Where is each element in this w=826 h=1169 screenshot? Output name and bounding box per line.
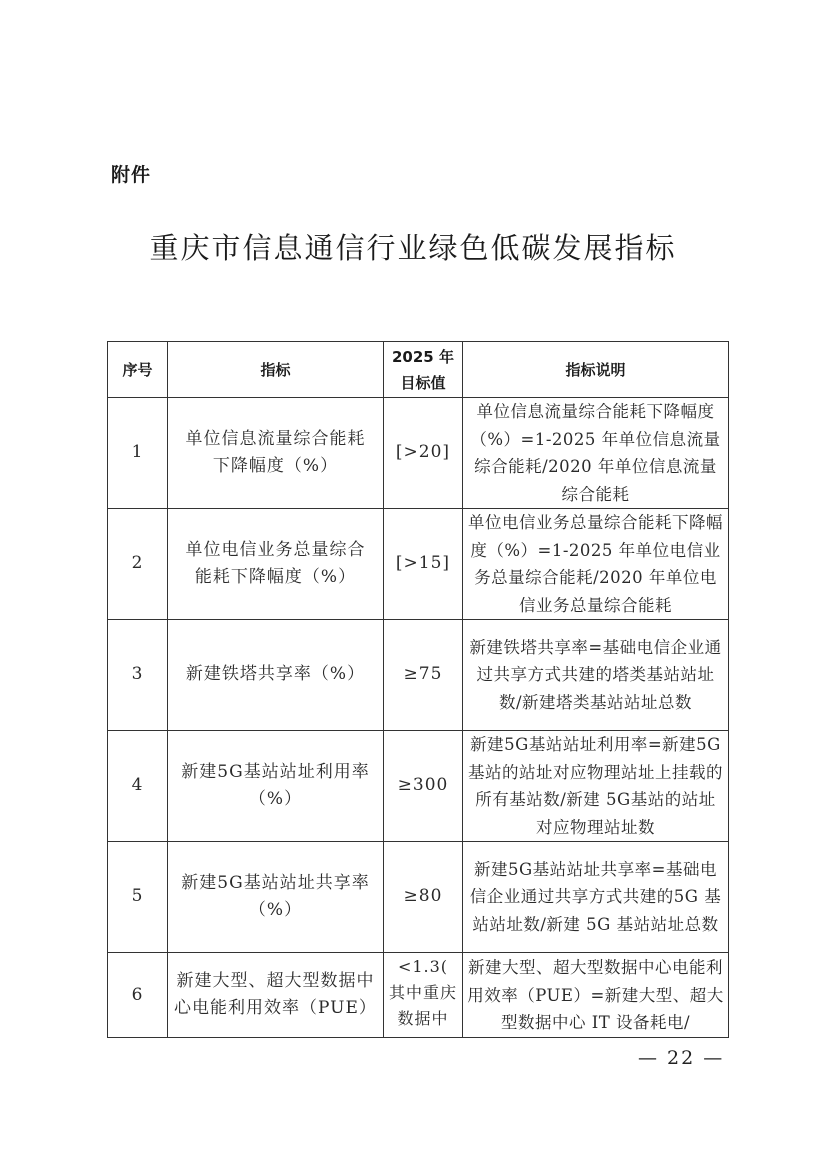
row-seq: 1: [108, 398, 168, 509]
header-target-year: 2025 年: [392, 347, 454, 366]
indicator-table: [107, 341, 729, 1038]
page-number: — 22 —: [638, 1047, 725, 1069]
table-row: [108, 953, 729, 1038]
row-description: 新建大型、超大型数据中心电能利用效率（PUE）=新建大型、超大型数据中心 IT 设备耗电/: [463, 953, 729, 1038]
table-row: [108, 509, 729, 620]
table-row: [108, 842, 729, 953]
table-row: [108, 398, 729, 509]
row-description: 单位信息流量综合能耗下降幅度（%）=1-2025 年单位信息流量综合能耗/2020 年单位信息流量综合能耗: [463, 398, 729, 509]
row-description: 新建5G基站站址共享率=基础电信企业通过共享方式共建的5G 基站站址数/新建 5G 基站站址总数: [463, 842, 729, 953]
header-description: 指标说明: [463, 342, 729, 398]
row-indicator: 单位电信业务总量综合能耗下降幅度（%）: [168, 509, 384, 620]
row-description: 单位电信业务总量综合能耗下降幅度（%）=1-2025 年单位电信业务总量综合能耗/2020 年单位电信业务总量综合能耗: [463, 509, 729, 620]
table-row: [108, 731, 729, 842]
header-target-label: 目标值: [400, 373, 446, 392]
row-description: 新建铁塔共享率=基础电信企业通过共享方式共建的塔类基站站址数/新建塔类基站站址总数: [463, 620, 729, 731]
attachment-label: 附件: [111, 164, 152, 186]
row-seq: 3: [108, 620, 168, 731]
row-seq: 5: [108, 842, 168, 953]
row-description: 新建5G基站站址利用率=新建5G 基站的站址对应物理站址上挂载的所有基站数/新建 5G基站的站址对应物理站址数: [463, 731, 729, 842]
row-seq: 4: [108, 731, 168, 842]
table-header-row: [108, 342, 729, 398]
table-row: [108, 620, 729, 731]
row-seq: 2: [108, 509, 168, 620]
row-indicator: 新建大型、超大型数据中心电能利用效率（PUE）: [168, 953, 384, 1038]
header-seq: 序号: [108, 342, 168, 398]
row-target: <1.3( 其中重庆数据中: [384, 953, 463, 1038]
row-seq: 6: [108, 953, 168, 1038]
row-target: [>15]: [384, 509, 463, 620]
row-target: ≥80: [384, 842, 463, 953]
row-target: ≥300: [384, 731, 463, 842]
row-indicator: 单位信息流量综合能耗下降幅度（%）: [168, 398, 384, 509]
row-indicator: 新建5G基站站址共享率（%）: [168, 842, 384, 953]
header-target: [384, 342, 463, 398]
row-indicator: 新建铁塔共享率（%）: [168, 620, 384, 731]
row-target: [>20]: [384, 398, 463, 509]
row-indicator: 新建5G基站站址利用率（%）: [168, 731, 384, 842]
page-title: 重庆市信息通信行业绿色低碳发展指标: [149, 231, 677, 265]
row-target: ≥75: [384, 620, 463, 731]
header-indicator: 指标: [168, 342, 384, 398]
